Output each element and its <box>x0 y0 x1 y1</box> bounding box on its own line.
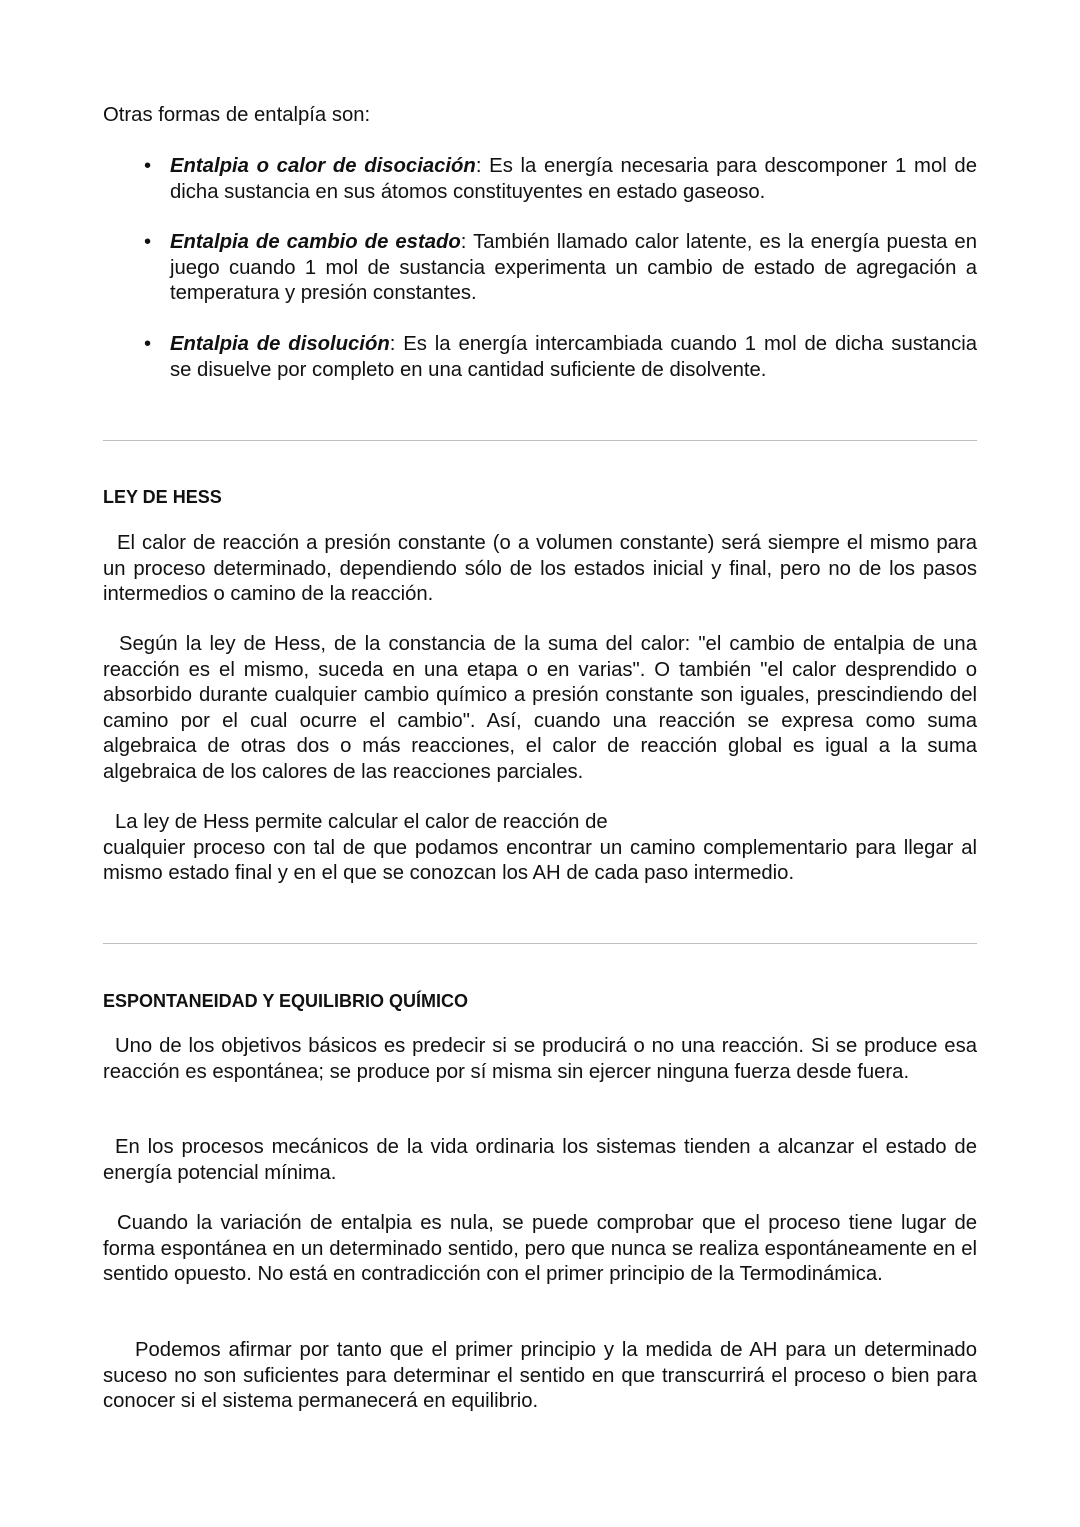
paragraph: Según la ley de Hess, de la constancia de la suma del calor: "el cambio de entalpia de una reacción es el mismo, suceda en una etapa o en varias". O también "el calor desprendido o absorbido durante cualquier cambio químico a presión constante son iguales, prescindiendo del camino por el cual ocurre el cambio". Así, cuando una reacción se expresa como suma algebraica de otras dos o más reacciones, el calor de reacción global es igual a la suma algebraica de los calores de las reacciones parciales. <box>103 633 977 783</box>
bullet-icon: • <box>144 155 152 177</box>
paragraph <box>103 810 977 887</box>
section-heading: LEY DE HESS <box>103 487 222 507</box>
divider <box>103 943 977 944</box>
term: Entalpia de cambio de estado <box>170 231 461 253</box>
list-item <box>144 154 977 205</box>
list-item <box>144 332 977 383</box>
paragraph-line: cualquier proceso con tal de que podamos encontrar un camino complementario para llegar al mismo estado final y en el que se conozcan los AH de cada paso intermedio. <box>103 836 977 884</box>
term: Entalpia o calor de disociación <box>170 155 476 177</box>
section-heading: ESPONTANEIDAD Y EQUILIBRIO QUÍMICO <box>103 991 469 1011</box>
divider <box>103 440 977 441</box>
paragraph-line: La ley de Hess permite calcular el calor de reacción de <box>115 811 608 833</box>
paragraph: Cuando la variación de entalpia es nula, se puede comprobar que el proceso tiene lugar de forma espontánea en un determinado sentido, pero que nunca se realiza espontáneamente en el sentido opuesto. No está en contradicción con el primer principio de la Termodinámica. <box>103 1212 977 1285</box>
list-item <box>144 230 977 307</box>
intro-text: Otras formas de entalpía son: <box>103 104 371 126</box>
bullet-icon: • <box>144 231 152 253</box>
paragraph: Podemos afirmar por tanto que el primer principio y la medida de AH para un determinado suceso no son suficientes para determinar el sentido en que transcurrirá el proceso o bien para conocer si el sistema permanecerá en equilibrio. <box>103 1339 977 1412</box>
paragraph: Uno de los objetivos básicos es predecir si se producirá o no una reacción. Si se produce esa reacción es espontánea; se produce por sí misma sin ejercer ninguna fuerza desde fuera. <box>103 1035 977 1083</box>
term: Entalpia de disolución <box>170 333 390 355</box>
definition: : Es la energía intercambiada cuando 1 mol de dicha sustancia se disuelve por completo en una cantidad suficiente de disolvente. <box>170 333 977 381</box>
paragraph: En los procesos mecánicos de la vida ordinaria los sistemas tienden a alcanzar el estado de energía potencial mínima. <box>103 1136 977 1184</box>
definition: : Es la energía necesaria para descomponer 1 mol de dicha sustancia en sus átomos constituyentes en estado gaseoso. <box>170 155 977 203</box>
definition: : También llamado calor latente, es la energía puesta en juego cuando 1 mol de sustancia experimenta un cambio de estado de agregación a temperatura y presión constantes. <box>170 231 977 304</box>
bullet-icon: • <box>144 333 152 355</box>
paragraph: El calor de reacción a presión constante (o a volumen constante) será siempre el mismo para un proceso determinado, dependiendo sólo de los estados inicial y final, pero no de los pasos intermedios o camino de la reacción. <box>103 532 977 605</box>
